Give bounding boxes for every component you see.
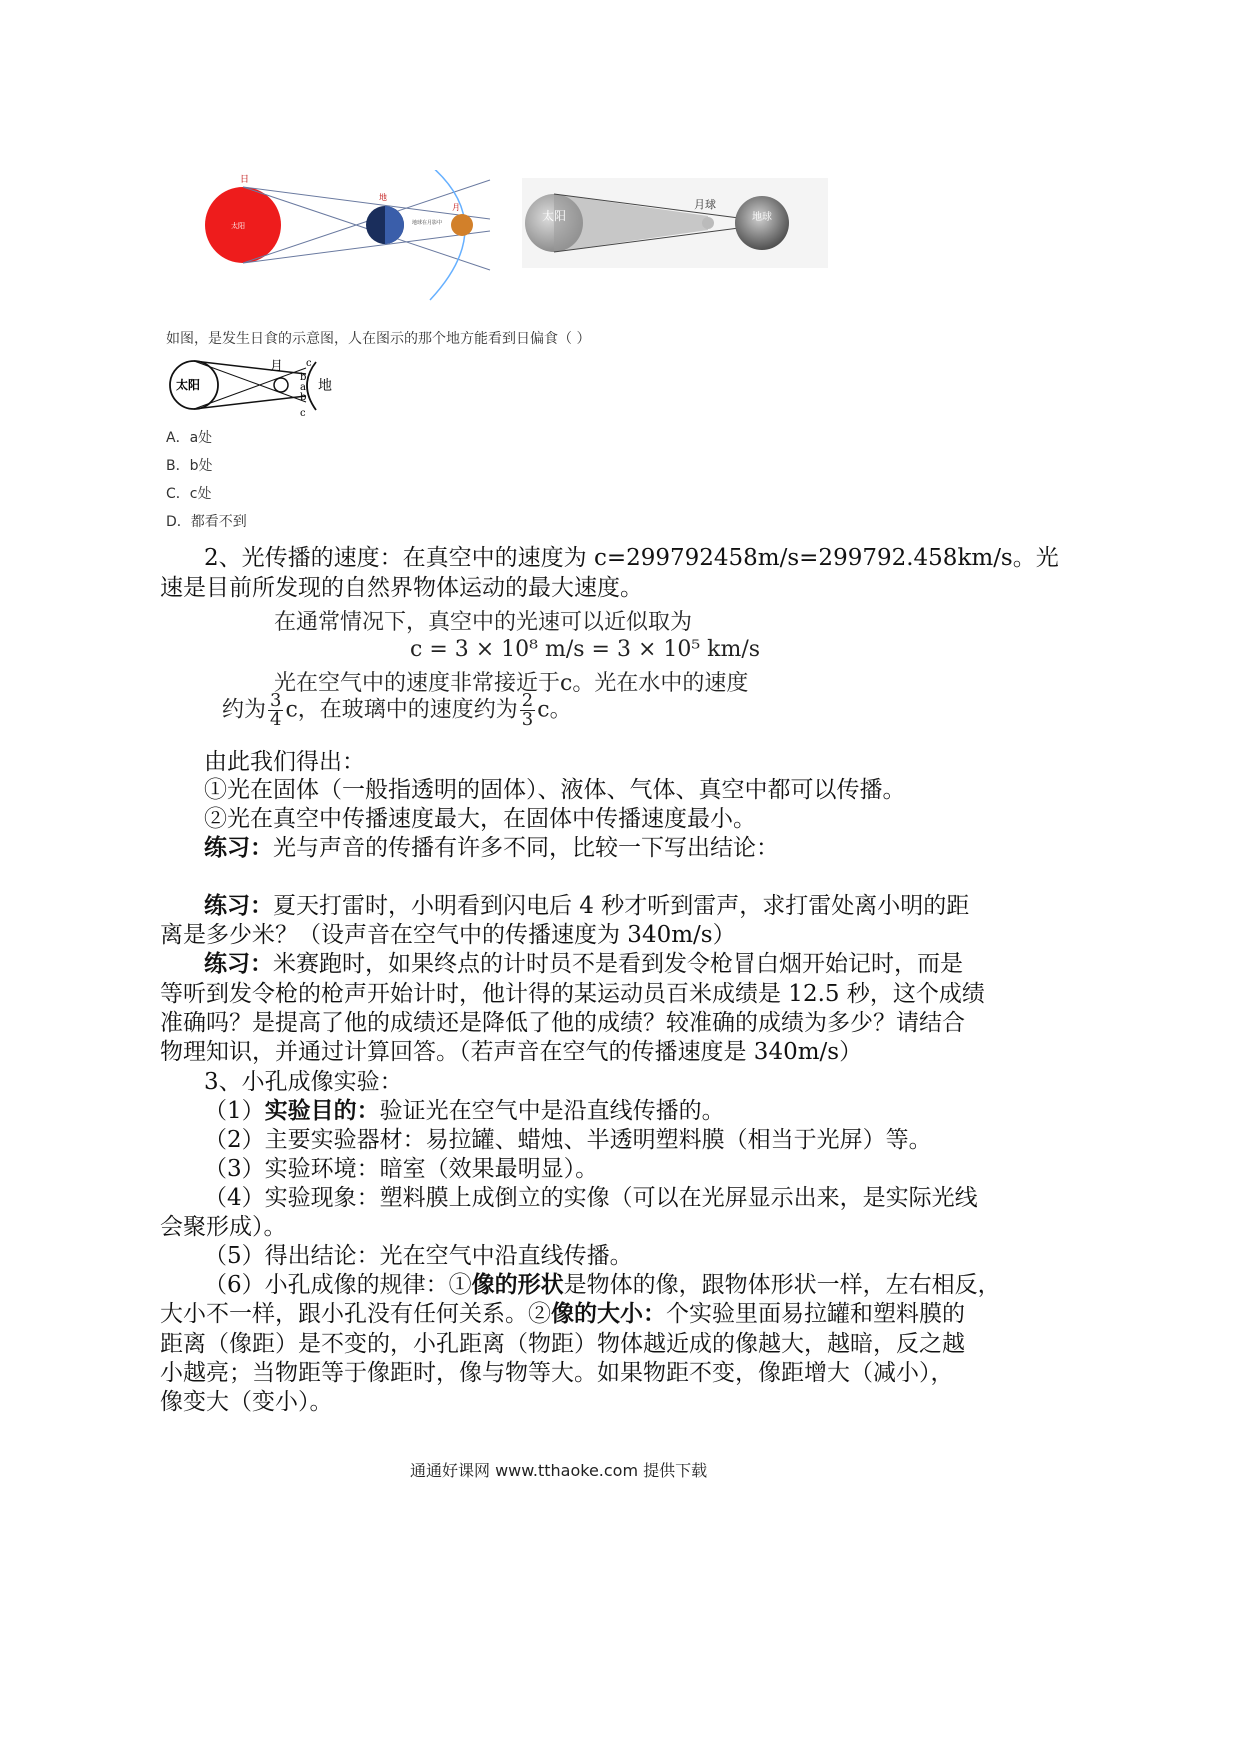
scan-formula: c = 3 × 10⁸ m/s = 3 × 10⁵ km/s [410,637,761,662]
moon-label: 月 [452,203,460,212]
scan-line-3: 光在空气中的速度非常接近于c。光在水中的速度 [274,671,749,696]
quiz-options [166,424,247,536]
quiz-point-c-bottom: c [300,408,306,419]
sun-gray-text: 太阳 [542,209,567,223]
sun-text: 太阳 [231,222,245,230]
pinhole-item-6-line-3: 距离（像距）是不变的，小孔距离（物距）物体越近成的像越大，越暗，反之越 [160,1331,965,1357]
page-footer[interactable]: 通通好课网 www.tthaoke.com 提供下载 [410,1461,708,1480]
pinhole-item-6-line-2: 大小不一样，跟小孔没有任何关系。②像的大小：个实验里面易拉罐和塑料膜的 [160,1300,965,1327]
earth-gray-circle [735,196,789,250]
earth-gray-text: 地球 [752,212,772,223]
eclipse-diagram-left [200,170,510,310]
fraction-3-4: $\frac{3}{4}$ [270,690,282,730]
pinhole-heading: 3、小孔成像实验： [204,1069,403,1095]
sun-label: 日 [240,175,250,185]
option-a[interactable]: A．a处 [166,430,213,446]
exercise-2-line-2: 离是多少米？（设声音在空气中的传播速度为 340m/s） [160,922,736,948]
exercise-3-line-2: 等听到发令枪的枪声开始计时，他计得的某运动员百米成绩是 12.5 秒，这个成绩 [160,981,985,1007]
conclusion-intro: 由此我们得出： [204,749,365,775]
conclusion-1: ①光在固体（一般指透明的固体）、液体、气体、真空中都可以传播。 [204,777,906,803]
pinhole-item-6-line-1: （6）小孔成像的规律：①像的形状是物体的像，跟物体形状一样，左右相反， [204,1271,1001,1298]
moon-circle [451,214,473,236]
option-b[interactable]: B．b处 [166,458,213,474]
pinhole-item-4-line-1: （4）实验现象：塑料膜上成倒立的实像（可以在光屏显示出来，是实际光线 [204,1185,978,1211]
exercise-3-line-4: 物理知识，并通过计算回答。（若声音在空气的传播速度是 340m/s） [160,1039,863,1065]
scan-line-4 [222,692,572,729]
quiz-point-b-top: b [300,372,307,383]
pinhole-item-4-line-2: 会聚形成）。 [160,1214,287,1240]
moon-gray-label: 月球 [694,198,716,211]
earth-label: 地 [379,193,387,202]
exercise-3-line-3: 准确吗？是提高了他的成绩还是降低了他的成绩？较准确的成绩为多少？请结合 [160,1010,965,1036]
speed-heading-cont: 速是目前所发现的自然界物体运动的最大速度。 [160,575,643,601]
quiz-diagram [166,352,338,424]
pinhole-item-5: （5）得出结论：光在空气中沿直线传播。 [204,1243,633,1269]
quiz-point-b-bottom: b [300,392,307,403]
quiz-point-a: a [300,382,306,393]
exercise-3-line-1: 练习：米赛跑时，如果终点的计时员不是看到发令枪冒白烟开始记时，而是 [204,950,963,977]
option-d[interactable]: D．都看不到 [166,514,247,530]
speed-heading: 2、光传播的速度：在真空中的速度为 c=299792458m/s=299792.458km/s。光 [204,545,1059,571]
scan-line-4-b: c，在玻璃中的速度约为 [285,697,518,723]
exercise-2-line-1: 练习：夏天打雷时，小明看到闪电后 4 秒才听到雷声，求打雷处离小明的距 [204,892,970,919]
quiz-earth-label: 地 [318,378,332,394]
pinhole-item-1: （1）实验目的：验证光在空气中是沿直线传播的。 [204,1097,725,1124]
eclipse-figure-right [522,178,828,268]
exercise-1: 练习：光与声音的传播有许多不同，比较一下写出结论： [204,834,779,861]
moon-gray-circle [702,217,714,229]
scan-line-4-c: c。 [537,697,572,723]
note-text: 地球在月影中 [412,220,443,226]
option-c[interactable]: C．c处 [166,486,212,502]
quiz-point-c-top: c [306,358,312,369]
quiz-question: 如图，是发生日食的示意图，人在图示的那个地方能看到日偏食（ ） [166,331,591,347]
quiz-eclipse-sketch [166,352,338,424]
scan-line-4-a: 约为 [222,697,267,723]
quiz-moon-label: 月 [270,359,284,374]
eclipse-figure-left [200,170,510,310]
scan-line-1: 在通常情况下，真空中的光速可以近似取为 [274,610,693,635]
pinhole-item-6-line-4: 小越亮；当物距等于像距时，像与物等大。如果物距不变，像距增大（减小）， [160,1360,954,1386]
eclipse-diagram-right [522,178,828,268]
pinhole-item-6-line-5: 像变大（变小）。 [160,1389,333,1415]
pinhole-item-3: （3）实验环境：暗室（效果最明显）。 [204,1156,599,1182]
fraction-2-3: $\frac{2}{3}$ [521,690,534,730]
conclusion-2: ②光在真空中传播速度最大，在固体中传播速度最小。 [204,806,756,832]
pinhole-item-2: （2）主要实验器材：易拉罐、蜡烛、半透明塑料膜（相当于光屏）等。 [204,1127,932,1153]
quiz-sun-label: 太阳 [176,378,201,392]
